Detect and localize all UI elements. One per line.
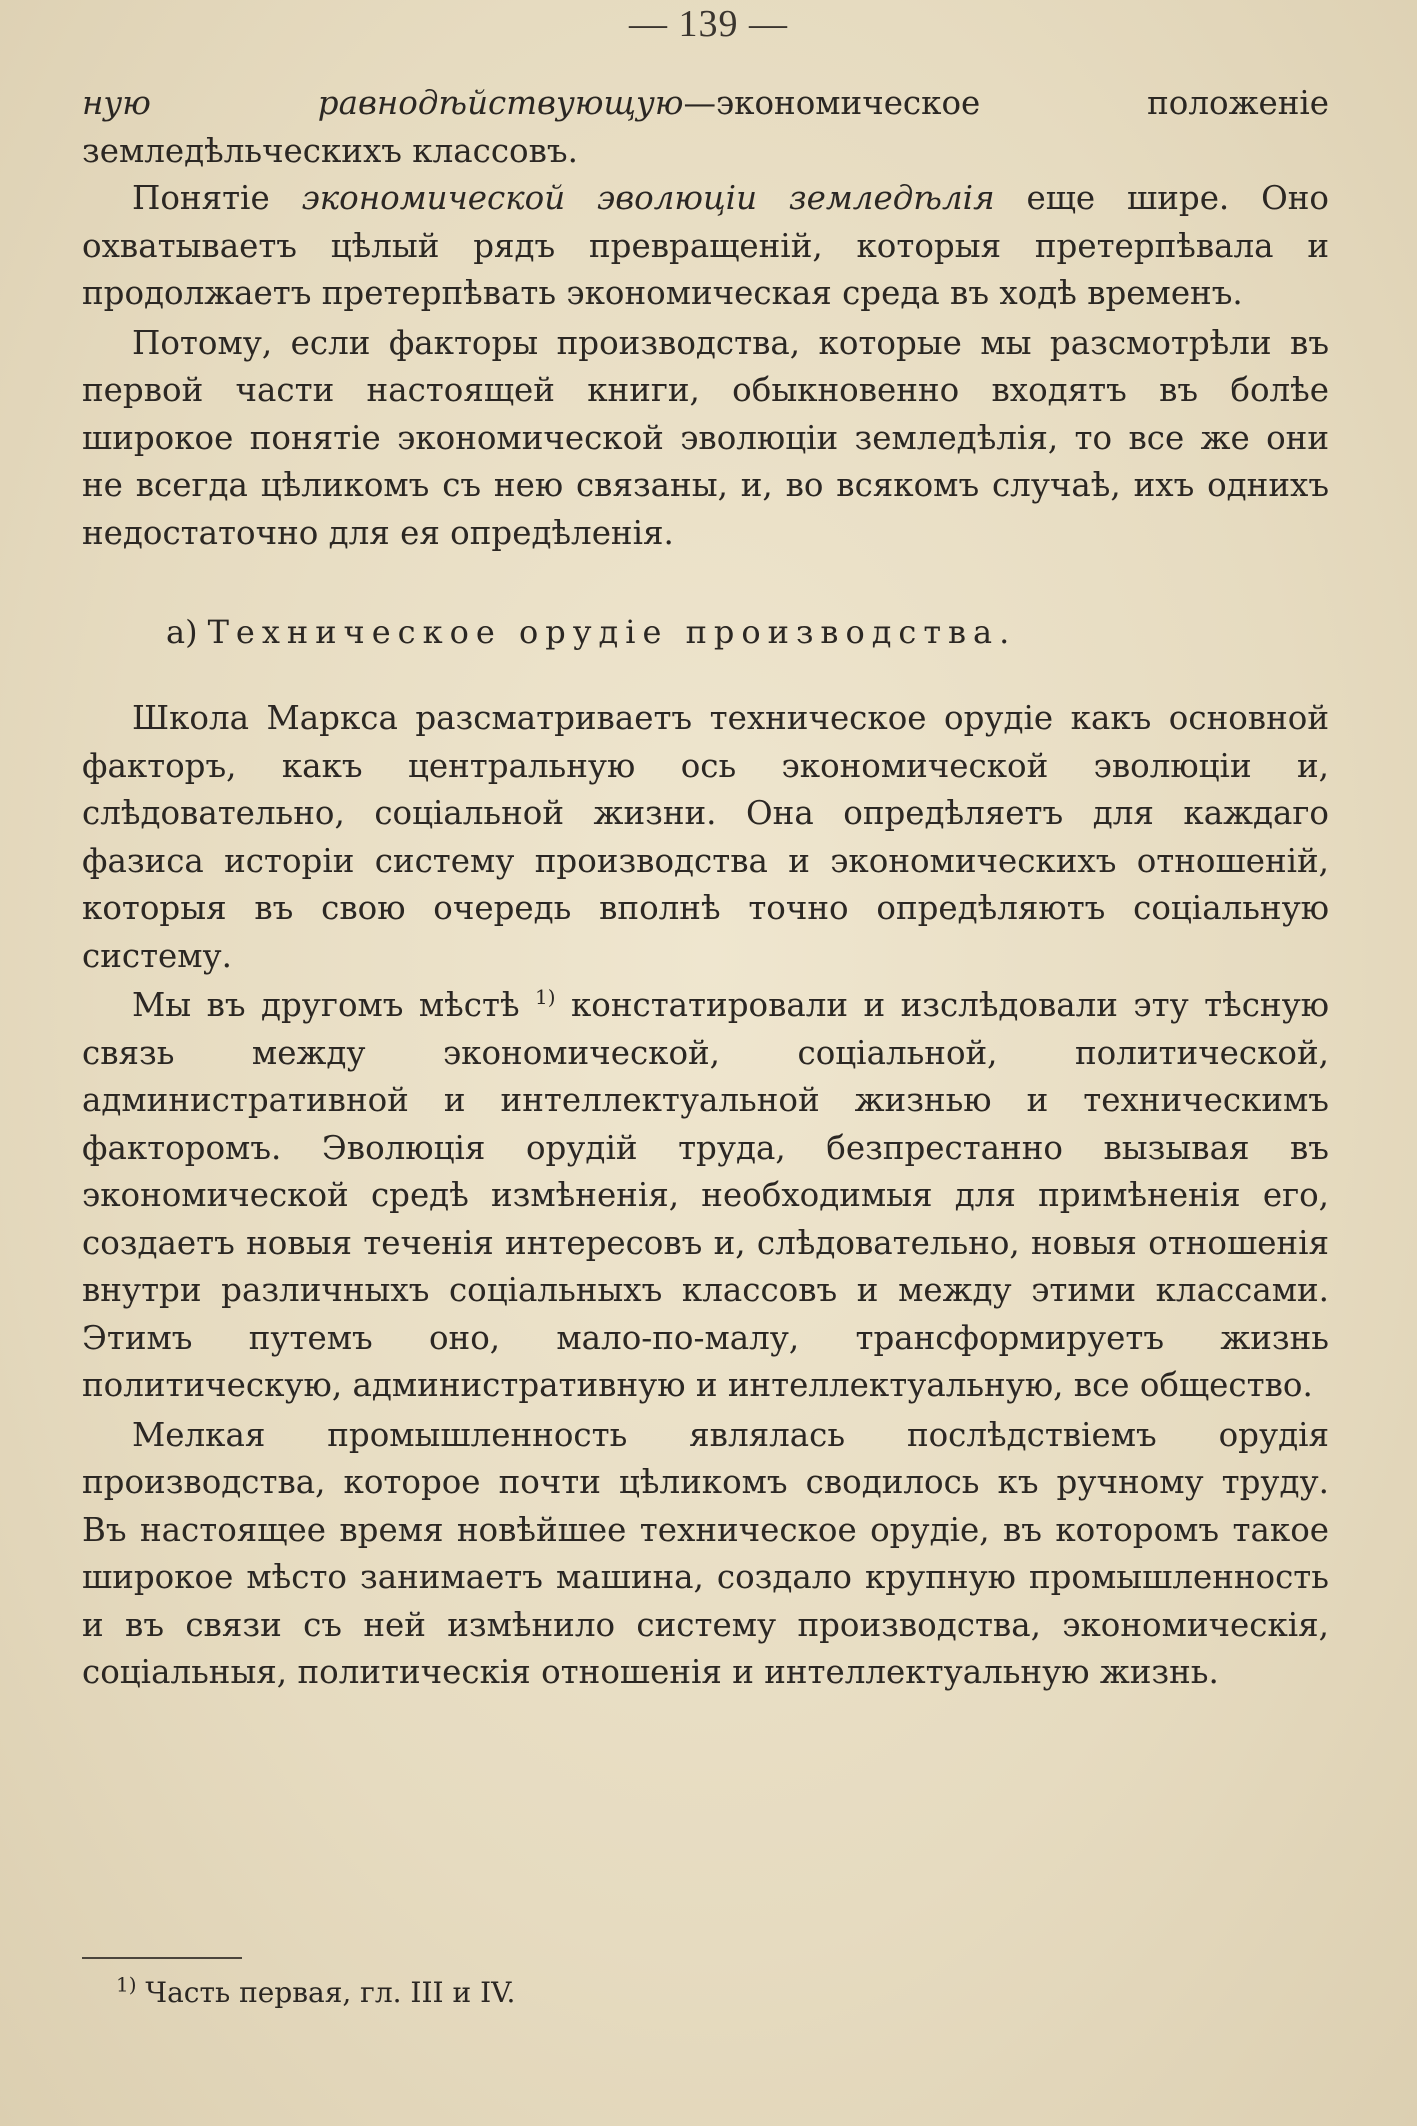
paragraph-text: Понятіе bbox=[132, 179, 302, 217]
paragraph-small-industry: Мелкая промышленность являлась послѣдствіемъ орудія производства, которое почти цѣликомъ сводилось къ ручному труду. Въ настоящее время новѣйшее техническое орудіе, въ которомъ такое широкое мѣсто занимаетъ машина, создало крупную промышленность и въ связи съ ней измѣнило систему производства, экономическія, соціальныя, политическія отношенія и интеллектуальную жизнь. bbox=[82, 1415, 1329, 1691]
paragraph-text: Мы въ другомъ мѣстѣ bbox=[132, 986, 535, 1024]
paragraph-technical-factor bbox=[82, 982, 1329, 1410]
footnote bbox=[116, 1973, 515, 2013]
footnote-text: Часть первая, гл. III и IV. bbox=[136, 1976, 516, 2009]
italic-phrase: экономической эволюціи земледѣлія bbox=[301, 179, 995, 217]
page-number: — 139 — bbox=[629, 3, 788, 45]
paragraph-production-factors: Потому, если факторы производства, которые мы разсмотрѣли въ первой части настоящей книги, обыкновенно входятъ въ болѣе широкое понятіе экономической эволюціи земледѣлія, то все же они не всегда цѣликомъ съ нею связаны, и, во всякомъ случаѣ, ихъ однихъ недостаточно для ея опредѣленія. bbox=[82, 323, 1329, 552]
section-heading bbox=[82, 609, 1329, 655]
footnote-reference[interactable]: 1) bbox=[535, 985, 556, 1010]
italic-phrase: ную равнодѣйствующую bbox=[82, 84, 684, 122]
paragraph-evolution-concept bbox=[82, 175, 1329, 318]
section-title: Техническое орудіе производства. bbox=[207, 613, 1017, 651]
paragraph-text: —экономическое положеніе земледѣльческихъ классовъ. bbox=[82, 84, 1329, 170]
paragraph-continuation bbox=[82, 80, 1329, 175]
paragraph-text: констатировали и изслѣдовали эту тѣсную связь между экономической, соціальной, политической, административной и интеллектуальной жизнью и техническимъ факторомъ. Эволюція орудій труда, безпрестанно вызывая въ экономической средѣ измѣненія, необходимыя для примѣненія его, создаетъ новыя теченія интересовъ и, слѣдовательно, новыя отношенія внутри различныхъ соціальныхъ классовъ и между этими классами. Этимъ путемъ оно, мало-по-малу, трансформируетъ жизнь политическую, административную и интеллектуальную, все общество. bbox=[82, 986, 1329, 1404]
footnote-divider bbox=[82, 1957, 242, 1959]
footnote-marker: 1) bbox=[116, 1972, 137, 1997]
page-body bbox=[82, 80, 1329, 1697]
paragraph-text: еще шире. Оно охватываетъ цѣлый рядъ превращеній, которыя претерпѣвала и продолжаетъ претерпѣвать экономическая среда въ ходѣ временъ. bbox=[82, 179, 1330, 312]
section-marker: а) bbox=[166, 613, 198, 651]
paragraph-marx-school: Школа Маркса разсматриваетъ техническое орудіе какъ основной факторъ, какъ центральную ось экономической эволюціи и, слѣдовательно, соціальной жизни. Она опредѣляетъ для каждаго фазиса исторіи систему производства и экономическихъ отношеній, которыя въ свою очередь вполнѣ точно опредѣляютъ соціальную систему. bbox=[82, 699, 1329, 975]
